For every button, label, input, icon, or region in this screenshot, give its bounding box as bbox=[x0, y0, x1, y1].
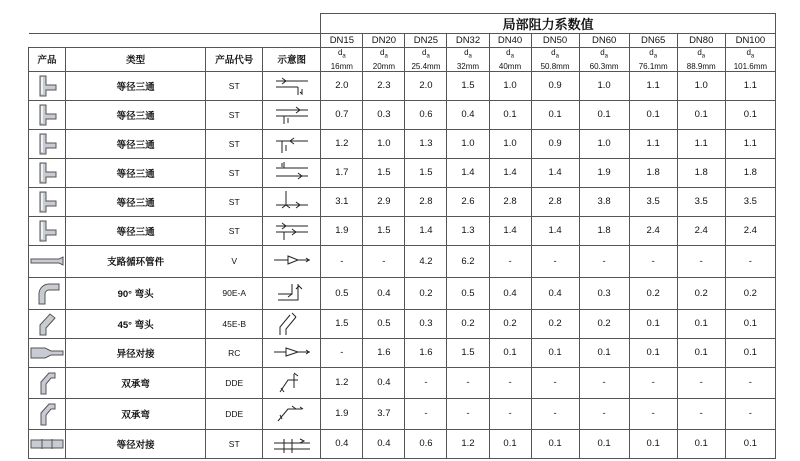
coefficient-cell: - bbox=[489, 367, 531, 398]
diagram-cell bbox=[263, 216, 321, 245]
tee-fitting-icon bbox=[29, 161, 65, 185]
elbow-90-icon bbox=[29, 280, 65, 306]
coefficient-cell: - bbox=[405, 367, 447, 398]
dn-header: DN15 bbox=[321, 34, 363, 48]
table-row bbox=[29, 71, 776, 100]
tee-merge-diagram-icon bbox=[263, 189, 320, 215]
venturi-diagram-icon bbox=[263, 248, 320, 274]
diameter-subscript: a bbox=[701, 53, 706, 60]
coefficient-cell: 1.1 bbox=[629, 71, 677, 100]
product-image-cell bbox=[29, 338, 66, 367]
col-header-type: 类型 bbox=[66, 48, 206, 72]
tee-straight-branch-diagram-icon bbox=[263, 73, 320, 99]
coefficient-cell: 1.5 bbox=[447, 71, 489, 100]
elbow-90-diagram-icon bbox=[263, 280, 320, 306]
col-header-product: 产品 bbox=[29, 48, 66, 72]
tee-split-diagram-icon bbox=[263, 131, 320, 157]
coefficient-cell: 0.2 bbox=[405, 277, 447, 309]
coefficient-cell: 1.7 bbox=[321, 158, 363, 187]
coefficient-cell: 0.2 bbox=[725, 277, 775, 309]
type-cell: 45° 弯头 bbox=[66, 309, 206, 338]
coefficient-cell: 1.6 bbox=[363, 338, 405, 367]
coefficient-cell: 0.4 bbox=[363, 277, 405, 309]
diameter-header bbox=[447, 48, 489, 72]
product-image-cell bbox=[29, 277, 66, 309]
diameter-header bbox=[363, 48, 405, 72]
coefficient-cell: 1.2 bbox=[321, 129, 363, 158]
coefficient-cell: 0.1 bbox=[677, 338, 725, 367]
code-cell: ST bbox=[206, 100, 263, 129]
code-cell: ST bbox=[206, 129, 263, 158]
coefficient-cell: 1.4 bbox=[531, 216, 579, 245]
coefficient-cell: 1.9 bbox=[579, 158, 629, 187]
dn-header: DN32 bbox=[447, 34, 489, 48]
product-image-cell bbox=[29, 429, 66, 458]
diagram-cell bbox=[263, 100, 321, 129]
product-image-cell bbox=[29, 187, 66, 216]
coefficient-cell: 0.4 bbox=[363, 367, 405, 398]
type-cell: 等径对接 bbox=[66, 429, 206, 458]
coefficient-cell: - bbox=[321, 338, 363, 367]
diagram-cell bbox=[263, 277, 321, 309]
coefficient-cell: 1.8 bbox=[677, 158, 725, 187]
coefficient-cell: - bbox=[489, 398, 531, 429]
coefficient-cell: 1.8 bbox=[629, 158, 677, 187]
coefficient-cell: - bbox=[363, 245, 405, 277]
diameter-symbol: d bbox=[337, 48, 343, 57]
diagram-cell bbox=[263, 245, 321, 277]
diameter-header bbox=[321, 48, 363, 72]
product-image-cell bbox=[29, 398, 66, 429]
tee-branch-flow-diagram-icon bbox=[263, 102, 320, 128]
table-row bbox=[29, 129, 776, 158]
code-cell: 90E-A bbox=[206, 277, 263, 309]
product-image-cell bbox=[29, 100, 66, 129]
code-cell: ST bbox=[206, 216, 263, 245]
coefficient-cell: 4.2 bbox=[405, 245, 447, 277]
coefficient-cell: 1.4 bbox=[405, 216, 447, 245]
diameter-symbol: d bbox=[422, 48, 427, 57]
coefficient-cell: 1.5 bbox=[363, 216, 405, 245]
coefficient-cell: 3.7 bbox=[363, 398, 405, 429]
coefficient-cell: 0.1 bbox=[531, 100, 579, 129]
coefficient-cell: 1.4 bbox=[531, 158, 579, 187]
product-image-cell bbox=[29, 129, 66, 158]
coefficient-cell: 1.2 bbox=[447, 429, 489, 458]
coefficient-cell: - bbox=[725, 398, 775, 429]
coefficient-cell: - bbox=[531, 398, 579, 429]
coefficient-cell: 0.1 bbox=[531, 338, 579, 367]
diameter-value: 16mm bbox=[330, 61, 353, 71]
coefficient-cell: 0.5 bbox=[447, 277, 489, 309]
code-cell: V bbox=[206, 245, 263, 277]
diagram-cell bbox=[263, 309, 321, 338]
table-title: 局部阻力系数值 bbox=[321, 14, 776, 34]
diameter-header bbox=[579, 48, 629, 72]
type-cell: 等径三通 bbox=[66, 187, 206, 216]
coefficient-cell: 2.8 bbox=[531, 187, 579, 216]
coefficient-cell: 1.0 bbox=[579, 71, 629, 100]
dn-header: DN50 bbox=[531, 34, 579, 48]
double-socket-bend-icon bbox=[29, 370, 65, 396]
coefficient-cell: 0.4 bbox=[531, 277, 579, 309]
loop-pipe-icon bbox=[29, 251, 65, 271]
coefficient-cell: 0.1 bbox=[489, 338, 531, 367]
coefficient-cell: 2.3 bbox=[363, 71, 405, 100]
diameter-symbol: d bbox=[464, 48, 469, 57]
coefficient-cell: 2.0 bbox=[405, 71, 447, 100]
coefficient-cell: 2.9 bbox=[363, 187, 405, 216]
diameter-symbol: d bbox=[746, 48, 751, 57]
coefficient-cell: - bbox=[489, 245, 531, 277]
coefficient-cell: 1.0 bbox=[677, 71, 725, 100]
table-row bbox=[29, 216, 776, 245]
coefficient-cell: 1.5 bbox=[321, 309, 363, 338]
diagram-cell bbox=[263, 429, 321, 458]
coefficient-cell: 0.6 bbox=[405, 100, 447, 129]
coefficient-cell: - bbox=[447, 367, 489, 398]
table-row bbox=[29, 367, 776, 398]
coefficient-cell: - bbox=[405, 398, 447, 429]
coefficient-cell: 0.1 bbox=[579, 338, 629, 367]
diameter-subscript: a bbox=[604, 53, 609, 60]
dn-header: DN20 bbox=[363, 34, 405, 48]
coefficient-cell: 1.0 bbox=[363, 129, 405, 158]
product-image-cell bbox=[29, 309, 66, 338]
coefficient-cell: - bbox=[579, 245, 629, 277]
diameter-header bbox=[725, 48, 775, 72]
code-cell: ST bbox=[206, 187, 263, 216]
coefficient-cell: 2.6 bbox=[447, 187, 489, 216]
coefficient-cell: 0.1 bbox=[677, 429, 725, 458]
tee-divide-diagram-icon bbox=[263, 218, 320, 244]
dn-header: DN40 bbox=[489, 34, 531, 48]
diagram-cell bbox=[263, 158, 321, 187]
table-row bbox=[29, 187, 776, 216]
diameter-symbol: d bbox=[600, 48, 605, 57]
diagram-cell bbox=[263, 338, 321, 367]
tee-fitting-icon bbox=[29, 219, 65, 243]
coefficient-cell: 1.5 bbox=[405, 158, 447, 187]
type-cell: 等径三通 bbox=[66, 129, 206, 158]
tee-fitting-icon bbox=[29, 132, 65, 156]
coefficient-cell: 2.4 bbox=[677, 216, 725, 245]
diameter-header bbox=[405, 48, 447, 72]
coefficient-cell: 0.1 bbox=[725, 338, 775, 367]
coefficient-cell: - bbox=[629, 245, 677, 277]
coefficient-cell: 0.1 bbox=[629, 100, 677, 129]
coefficient-cell: 0.2 bbox=[677, 277, 725, 309]
coefficient-cell: 1.1 bbox=[725, 71, 775, 100]
coefficient-cell: 2.8 bbox=[489, 187, 531, 216]
coefficient-cell: 3.1 bbox=[321, 187, 363, 216]
coefficient-cell: 3.5 bbox=[677, 187, 725, 216]
coefficient-cell: 1.0 bbox=[579, 129, 629, 158]
coefficient-cell: 0.1 bbox=[725, 309, 775, 338]
coefficient-cell: 3.5 bbox=[629, 187, 677, 216]
type-cell: 等径三通 bbox=[66, 158, 206, 187]
coefficient-cell: 1.1 bbox=[725, 129, 775, 158]
diameter-symbol: d bbox=[379, 48, 385, 57]
coefficient-cell: 1.4 bbox=[489, 216, 531, 245]
diagram-cell bbox=[263, 187, 321, 216]
diameter-value: 20mm bbox=[372, 61, 395, 71]
coefficient-cell: 1.1 bbox=[629, 129, 677, 158]
coefficient-cell: 0.9 bbox=[531, 129, 579, 158]
diameter-subscript: a bbox=[750, 53, 755, 60]
coefficient-cell: 1.4 bbox=[489, 158, 531, 187]
coefficient-cell: - bbox=[447, 398, 489, 429]
coefficient-cell: 0.3 bbox=[363, 100, 405, 129]
table-row bbox=[29, 158, 776, 187]
coefficient-cell: - bbox=[579, 398, 629, 429]
diameter-subscript: a bbox=[426, 53, 430, 60]
resistance-coefficient-table bbox=[28, 13, 776, 459]
coefficient-cell: 1.9 bbox=[321, 216, 363, 245]
diameter-value: 40mm bbox=[498, 61, 522, 71]
coefficient-cell: 0.2 bbox=[447, 309, 489, 338]
dn-header: DN100 bbox=[725, 34, 775, 48]
coefficient-cell: 0.1 bbox=[629, 429, 677, 458]
tee-fitting-icon bbox=[29, 74, 65, 98]
diameter-header bbox=[531, 48, 579, 72]
coefficient-cell: 0.1 bbox=[489, 429, 531, 458]
diameter-value: 50.8mm bbox=[540, 61, 570, 71]
diameter-subscript: a bbox=[384, 53, 388, 60]
coefficient-cell: 0.4 bbox=[447, 100, 489, 129]
coefficient-cell: 1.6 bbox=[405, 338, 447, 367]
code-cell: RC bbox=[206, 338, 263, 367]
coefficient-cell: 2.8 bbox=[405, 187, 447, 216]
coefficient-cell: 1.8 bbox=[725, 158, 775, 187]
table-row bbox=[29, 338, 776, 367]
diameter-header bbox=[629, 48, 677, 72]
coefficient-cell: - bbox=[321, 245, 363, 277]
diameter-subscript: a bbox=[342, 53, 346, 60]
diameter-value: 101.6mm bbox=[733, 61, 768, 71]
code-cell: DDE bbox=[206, 398, 263, 429]
diagram-cell bbox=[263, 71, 321, 100]
table-row bbox=[29, 100, 776, 129]
tee-combine-diagram-icon bbox=[263, 160, 320, 186]
dn-header: DN65 bbox=[629, 34, 677, 48]
type-cell: 90° 弯头 bbox=[66, 277, 206, 309]
diagram-cell bbox=[263, 367, 321, 398]
coefficient-cell: 0.1 bbox=[677, 100, 725, 129]
coefficient-cell: 1.8 bbox=[579, 216, 629, 245]
elbow-45-icon bbox=[29, 311, 65, 337]
dn-header: DN60 bbox=[579, 34, 629, 48]
coefficient-cell: 1.1 bbox=[677, 129, 725, 158]
straight-coupling-icon bbox=[29, 434, 65, 454]
diameter-value: 76.1mm bbox=[638, 61, 668, 71]
diameter-subscript: a bbox=[510, 53, 514, 60]
coefficient-cell: 0.1 bbox=[579, 429, 629, 458]
tee-fitting-icon bbox=[29, 103, 65, 127]
coefficient-cell: 0.2 bbox=[489, 309, 531, 338]
coefficient-cell: 0.3 bbox=[405, 309, 447, 338]
coefficient-cell: - bbox=[725, 245, 775, 277]
coefficient-cell: 1.0 bbox=[489, 71, 531, 100]
type-cell: 等径三通 bbox=[66, 216, 206, 245]
diameter-value: 25.4mm bbox=[411, 61, 441, 71]
coefficient-cell: 1.3 bbox=[405, 129, 447, 158]
code-cell: DDE bbox=[206, 367, 263, 398]
product-image-cell bbox=[29, 245, 66, 277]
dn-header: DN25 bbox=[405, 34, 447, 48]
coupling-diagram-icon bbox=[263, 431, 320, 457]
type-cell: 异径对接 bbox=[66, 338, 206, 367]
code-cell: ST bbox=[206, 71, 263, 100]
coefficient-cell: 0.1 bbox=[725, 100, 775, 129]
product-image-cell bbox=[29, 158, 66, 187]
table-row bbox=[29, 309, 776, 338]
coefficient-cell: - bbox=[579, 367, 629, 398]
diagram-cell bbox=[263, 398, 321, 429]
type-cell: 支路循环管件 bbox=[66, 245, 206, 277]
elbow-45-diagram-icon bbox=[263, 311, 320, 337]
dn-header: DN80 bbox=[677, 34, 725, 48]
reducer-diagram-icon bbox=[263, 340, 320, 366]
coefficient-cell: - bbox=[629, 398, 677, 429]
table-row bbox=[29, 429, 776, 458]
coefficient-cell: 1.5 bbox=[447, 338, 489, 367]
coefficient-cell: 0.1 bbox=[489, 100, 531, 129]
diameter-header bbox=[489, 48, 531, 72]
coefficient-cell: 0.7 bbox=[321, 100, 363, 129]
product-image-cell bbox=[29, 71, 66, 100]
type-cell: 双承弯 bbox=[66, 367, 206, 398]
coefficient-cell: 0.2 bbox=[629, 277, 677, 309]
diameter-symbol: d bbox=[551, 48, 556, 57]
coefficient-cell: - bbox=[531, 367, 579, 398]
code-cell: ST bbox=[206, 429, 263, 458]
coefficient-cell: 0.4 bbox=[321, 429, 363, 458]
coefficient-cell: 1.9 bbox=[321, 398, 363, 429]
coefficient-cell: 1.0 bbox=[489, 129, 531, 158]
coefficient-cell: - bbox=[677, 367, 725, 398]
coefficient-cell: 0.1 bbox=[629, 309, 677, 338]
coefficient-cell: 6.2 bbox=[447, 245, 489, 277]
col-header-diagram: 示意图 bbox=[263, 48, 321, 72]
coefficient-cell: - bbox=[725, 367, 775, 398]
diameter-header bbox=[677, 48, 725, 72]
coefficient-cell: 0.4 bbox=[489, 277, 531, 309]
coefficient-cell: 1.4 bbox=[447, 158, 489, 187]
tee-fitting-icon bbox=[29, 190, 65, 214]
coefficient-cell: 3.5 bbox=[725, 187, 775, 216]
coefficient-cell: - bbox=[677, 245, 725, 277]
coefficient-cell: - bbox=[629, 367, 677, 398]
diameter-symbol: d bbox=[697, 48, 702, 57]
diameter-value: 60.3mm bbox=[589, 61, 619, 71]
diameter-subscript: a bbox=[468, 53, 472, 60]
product-image-cell bbox=[29, 216, 66, 245]
coefficient-cell: 0.1 bbox=[579, 100, 629, 129]
product-image-cell bbox=[29, 367, 66, 398]
table-row bbox=[29, 398, 776, 429]
coefficient-cell: 3.8 bbox=[579, 187, 629, 216]
type-cell: 等径三通 bbox=[66, 71, 206, 100]
type-cell: 双承弯 bbox=[66, 398, 206, 429]
reducer-icon bbox=[29, 343, 65, 363]
coefficient-cell: - bbox=[677, 398, 725, 429]
coefficient-cell: 0.2 bbox=[579, 309, 629, 338]
coefficient-cell: 0.4 bbox=[363, 429, 405, 458]
coefficient-cell: 0.1 bbox=[725, 429, 775, 458]
coefficient-cell: 1.3 bbox=[447, 216, 489, 245]
coefficient-cell: 0.9 bbox=[531, 71, 579, 100]
coefficient-cell: 0.6 bbox=[405, 429, 447, 458]
type-cell: 等径三通 bbox=[66, 100, 206, 129]
code-cell: ST bbox=[206, 158, 263, 187]
coefficient-cell: 0.1 bbox=[677, 309, 725, 338]
coefficient-cell: 2.0 bbox=[321, 71, 363, 100]
diameter-value: 88.9mm bbox=[686, 61, 716, 71]
double-socket-bend-icon bbox=[29, 401, 65, 427]
diameter-value: 32mm bbox=[456, 61, 480, 71]
coefficient-cell: 2.4 bbox=[725, 216, 775, 245]
diagram-cell bbox=[263, 129, 321, 158]
bend-down-diagram-icon bbox=[263, 401, 320, 427]
diameter-subscript: a bbox=[653, 53, 658, 60]
diameter-subscript: a bbox=[555, 53, 559, 60]
diameter-symbol: d bbox=[649, 48, 654, 57]
coefficient-cell: 0.2 bbox=[531, 309, 579, 338]
coefficient-cell: 0.5 bbox=[321, 277, 363, 309]
coefficient-cell: 1.0 bbox=[447, 129, 489, 158]
coefficient-cell: 0.3 bbox=[579, 277, 629, 309]
diameter-symbol: d bbox=[506, 48, 511, 57]
coefficient-cell: - bbox=[531, 245, 579, 277]
table-row bbox=[29, 277, 776, 309]
coefficient-cell: 0.1 bbox=[531, 429, 579, 458]
bend-up-diagram-icon bbox=[263, 370, 320, 396]
code-cell: 45E-B bbox=[206, 309, 263, 338]
coefficient-cell: 0.5 bbox=[363, 309, 405, 338]
col-header-code: 产品代号 bbox=[206, 48, 263, 72]
coefficient-cell: 0.1 bbox=[629, 338, 677, 367]
coefficient-cell: 1.5 bbox=[363, 158, 405, 187]
table-row bbox=[29, 245, 776, 277]
coefficient-cell: 2.4 bbox=[629, 216, 677, 245]
coefficient-cell: 1.2 bbox=[321, 367, 363, 398]
